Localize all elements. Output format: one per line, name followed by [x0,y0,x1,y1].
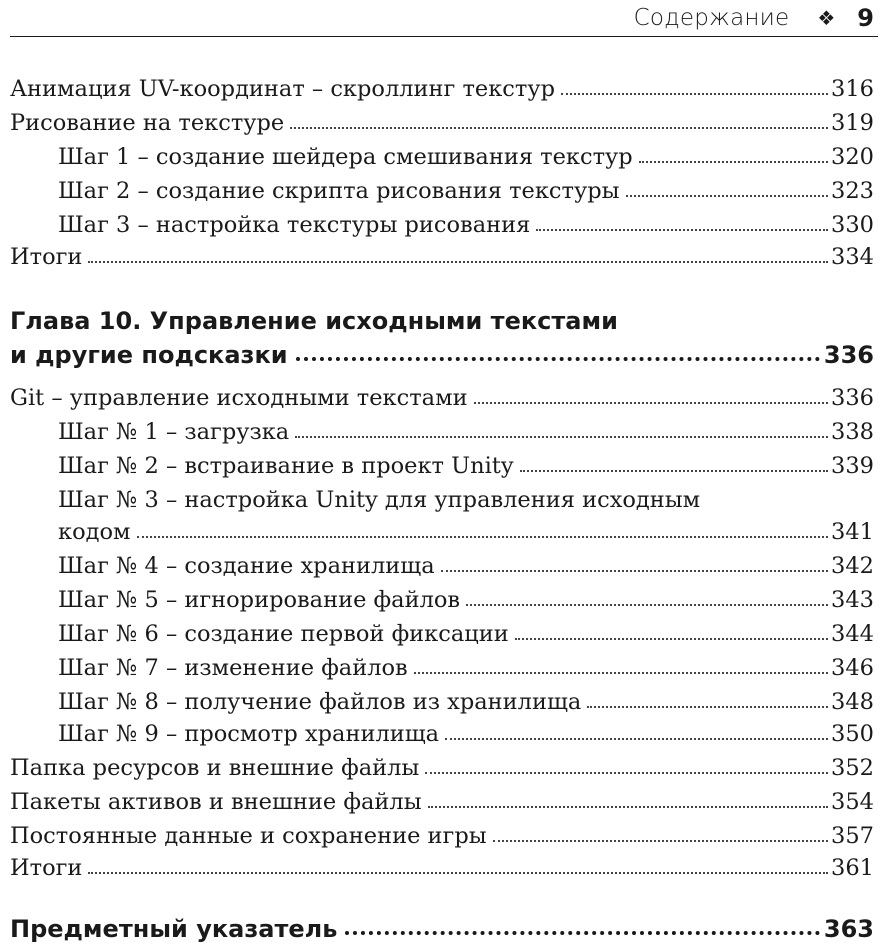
dot-leader [536,221,828,231]
toc-entry-title-continued: кодом [58,519,131,545]
toc-subentry[interactable] [58,174,874,208]
chapter-heading-line2[interactable] [10,338,874,372]
toc-entry-title: Шаг № 5 – игнорирование файлов [58,587,461,613]
toc-entry-title: Шаг 3 – настройка текстуры рисования [58,212,531,238]
toc-entry-title: Шаг № 2 – встраивание в проект Unity [58,453,514,479]
toc-entry-title: Рисование на текстуре [10,110,285,136]
toc-entry[interactable] [10,240,874,274]
toc-entry-title: Шаг № 6 – создание первой фиксации [58,621,509,647]
toc-subentry[interactable] [58,415,874,449]
toc-subentry[interactable] [58,617,874,651]
dot-leader [290,119,828,129]
toc-entry-page: 339 [831,453,874,479]
index-page: 363 [823,915,874,943]
dot-leader [414,664,828,674]
toc-subentry-line1[interactable] [58,483,874,517]
header-page-number: 9 [857,4,874,32]
toc-entry-page: 346 [831,655,874,681]
toc-entry-title: Постоянные данные и сохранение игры [10,823,487,849]
toc-entry[interactable] [10,785,874,819]
chapter-heading-line1[interactable] [10,304,874,338]
toc-entry[interactable] [10,851,874,885]
diamond-ornament-icon: ❖ [817,6,836,30]
chapter-title-continued: и другие подсказки [10,341,288,369]
toc-subentry[interactable] [58,685,874,719]
running-header [10,0,878,37]
index-title: Предметный указатель [10,915,338,943]
toc-entry-page: 352 [831,755,874,781]
dot-leader [626,187,829,197]
dot-leader [639,153,828,163]
toc-entry-page: 357 [831,823,874,849]
toc-entry-page: 323 [831,178,874,204]
toc-entry-page: 316 [831,76,874,102]
toc-entry-title: Пакеты активов и внешние файлы [10,789,422,815]
toc-entry-page: 336 [831,385,874,411]
dot-leader [88,864,828,874]
toc-entry[interactable] [10,819,874,853]
toc-entry-title: Шаг № 7 – изменение файлов [58,655,408,681]
toc-entry-page: 342 [831,553,874,579]
toc-subentry[interactable] [58,583,874,617]
header-section-title: Содержание [633,5,790,31]
dot-leader [425,764,828,774]
toc-entry-page: 330 [831,212,874,238]
toc-subentry[interactable] [58,717,874,751]
dot-leader [561,85,828,95]
chapter-title: Глава 10. Управление исходными текстами [10,307,618,335]
dot-leader [345,923,819,935]
toc-entry-title: Шаг 2 – создание скрипта рисования текстуры [58,178,620,204]
toc-entry[interactable] [10,106,874,140]
toc-subentry[interactable] [58,549,874,583]
toc-entry-page: 361 [831,855,874,881]
dot-leader [515,630,828,640]
toc-entry-page: 348 [831,689,874,715]
toc-entry[interactable] [10,751,874,785]
toc-entry-title: Шаг 1 – создание шейдера смешивания текстур [58,144,633,170]
toc-subentry[interactable] [58,449,874,483]
toc-entry-page: 334 [831,244,874,270]
index-heading[interactable] [10,912,874,946]
toc-entry-title: Шаг № 1 – загрузка [58,419,290,445]
dot-leader [441,562,828,572]
toc-entry-page: 320 [831,144,874,170]
dot-leader [137,528,829,538]
chapter-page: 336 [823,341,874,369]
toc-entry-title: Шаг № 3 – настройка Unity для управления исходным [58,487,701,513]
toc-entry-title: Итоги [10,244,83,270]
dot-leader [88,253,828,263]
toc-subentry-line2[interactable] [58,515,874,549]
toc-entry-title: Шаг № 8 – получение файлов из хранилища [58,689,582,715]
dot-leader [295,428,828,438]
toc-entry-page: 350 [831,721,874,747]
toc-entry-page: 338 [831,419,874,445]
dot-leader [466,596,828,606]
dot-leader [474,394,828,404]
toc-entry-title: Итоги [10,855,83,881]
toc-entry-page: 354 [831,789,874,815]
toc-entry-page: 341 [831,519,874,545]
toc-entry-page: 319 [831,110,874,136]
dot-leader [296,349,820,361]
dot-leader [445,730,828,740]
toc-entry-title: Шаг № 9 – просмотр хранилища [58,721,440,747]
dot-leader [587,698,828,708]
dot-leader [493,832,828,842]
toc-entry-page: 343 [831,587,874,613]
dot-leader [520,462,828,472]
toc-entry[interactable] [10,72,874,106]
toc-subentry[interactable] [58,651,874,685]
toc-entry[interactable] [10,381,874,415]
toc-subentry[interactable] [58,140,874,174]
toc-entry-title: Git – управление исходными текстами [10,385,468,411]
toc-entry-title: Анимация UV-координат – скроллинг текстур [10,76,555,102]
toc-subentry[interactable] [58,208,874,242]
toc-entry-title: Папка ресурсов и внешние файлы [10,755,420,781]
toc-entry-title: Шаг № 4 – создание хранилища [58,553,435,579]
toc-entry-page: 344 [831,621,874,647]
dot-leader [428,798,828,808]
